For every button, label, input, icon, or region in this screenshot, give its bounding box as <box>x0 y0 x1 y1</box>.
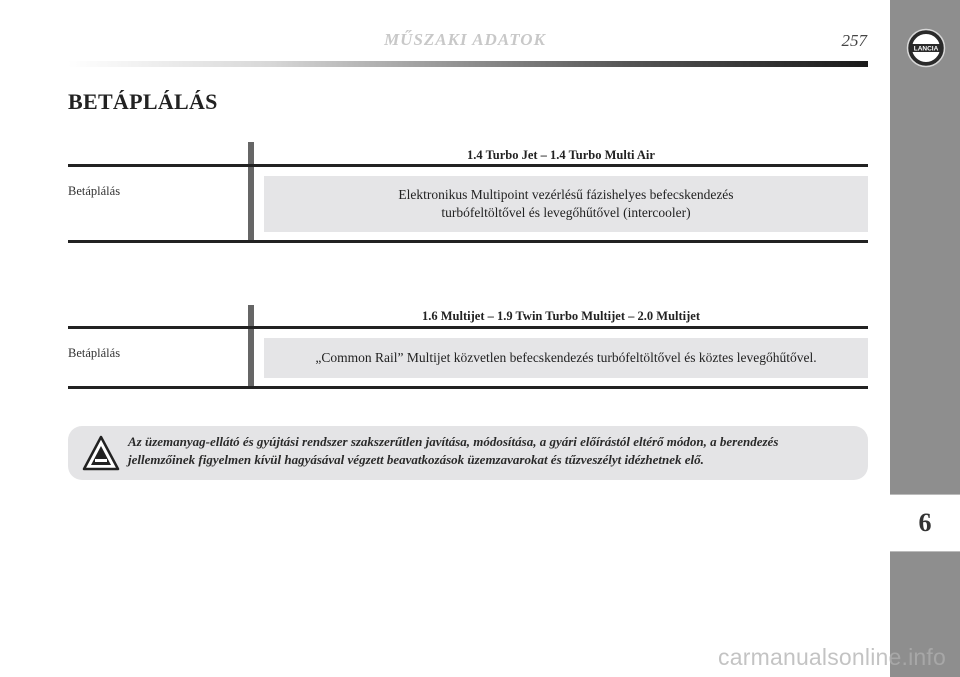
warning-text <box>128 433 848 469</box>
table-rule <box>68 386 868 389</box>
spec-table-petrol <box>68 142 868 246</box>
table-rule <box>68 326 868 329</box>
value-line: „Common Rail” Multijet közvetlen befecskendezés turbófeltöltővel és köztes levegőhűtővel. <box>315 350 817 365</box>
warning-line: Az üzemanyag-ellátó és gyújtási rendszer szakszerűtlen javítása, módosítása, a gyári előírástól eltérő módon, a berendezés <box>128 434 779 449</box>
column-header: 1.4 Turbo Jet – 1.4 Turbo Multi Air <box>467 148 655 162</box>
lancia-logo <box>906 28 946 68</box>
value-line: turbófeltöltővel és levegőhűtővel (intercooler) <box>441 205 691 220</box>
table-rule <box>68 164 868 167</box>
watermark: carmanualsonline.info <box>718 644 946 670</box>
row-label: Betáplálás <box>68 346 121 360</box>
value-line: Elektronikus Multipoint vezérlésű fázishelyes befecskendezés <box>398 187 734 202</box>
chapter-sidebar <box>890 0 960 677</box>
spec-table-diesel <box>68 305 868 391</box>
logo-lettering: LANCIA <box>913 45 939 53</box>
warning-line: jellemzőinek figyelmen kívül hagyásával végzett beavatkozások üzemzavarokat és tűzveszélyt idézhetnek elő. <box>128 452 704 467</box>
value-cell <box>264 176 868 232</box>
warning-box <box>68 426 868 480</box>
chapter-tab[interactable]: 6 <box>890 494 960 552</box>
column-header: 1.6 Multijet – 1.9 Twin Turbo Multijet – 2.0 Multijet <box>422 309 700 323</box>
row-label: Betáplálás <box>68 184 121 198</box>
header-rule <box>68 61 868 67</box>
running-header: MŰSZAKI ADATOK <box>384 30 546 49</box>
page-number: 257 <box>841 31 867 50</box>
value-cell <box>264 338 868 378</box>
table-rule <box>68 240 868 243</box>
section-title: BETÁPLÁLÁS <box>68 89 218 114</box>
warning-triangle-icon <box>82 434 120 472</box>
